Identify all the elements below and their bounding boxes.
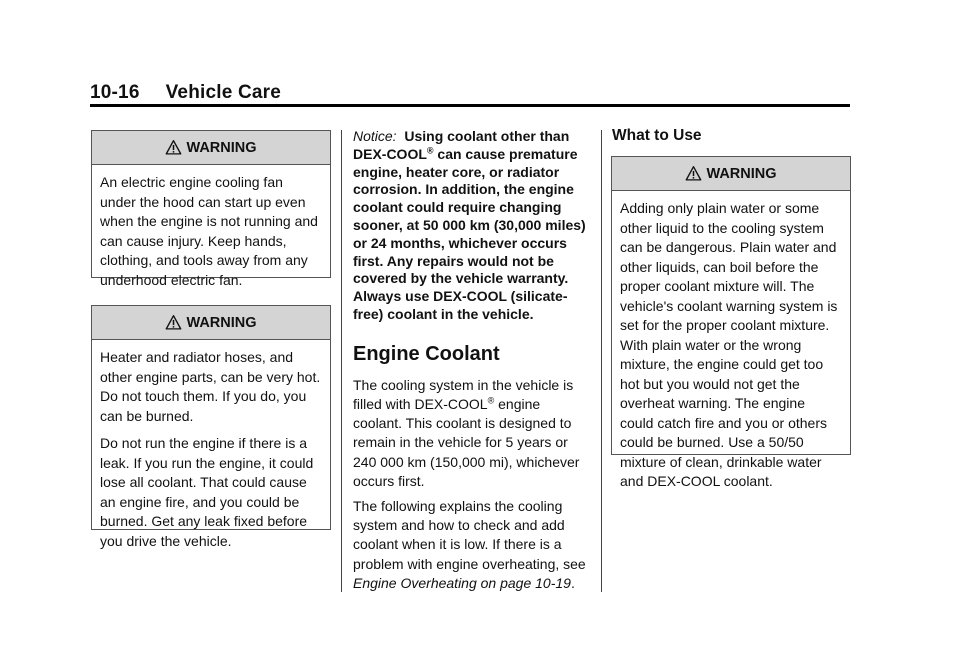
warning-paragraph-1: Heater and radiator hoses, and other engine parts, can be very hot. Do not touch them. If you do, you can be burned. — [100, 349, 321, 424]
section-title: Vehicle Care — [165, 82, 282, 103]
notice-label: Notice: — [353, 128, 397, 144]
engine-overheating-reference[interactable]: Engine Overheating on page 10-19 — [353, 574, 571, 591]
warning-header — [92, 131, 330, 165]
column-divider-2 — [601, 130, 602, 592]
warning-label: WARNING — [706, 165, 777, 182]
warning-box-cooling-fan — [91, 130, 331, 288]
warning-body — [612, 191, 850, 502]
column-divider-1 — [341, 130, 342, 592]
warning-text: An electric engine cooling fan under the hood can start up even when the engine is not running and can cause injury. Keep hands, clothing, and tools away from any underhood electric fan. — [100, 174, 318, 288]
warning-header — [92, 306, 330, 340]
warning-label: WARNING — [186, 314, 257, 331]
page-number: 10-16 — [90, 82, 140, 103]
engine-coolant-paragraph-2 — [353, 497, 593, 593]
coolant-p1-a: The cooling system in the vehicle is filled with DEX-COOL — [353, 376, 574, 412]
warning-box-coolant-mixture — [611, 156, 851, 489]
notice-paragraph — [353, 128, 593, 324]
coolant-p2-a: The following explains the cooling system and how to check and add coolant when it is low. If there is a problem with engine overheating, see — [353, 497, 586, 572]
middle-column — [353, 128, 593, 599]
warning-triangle-icon — [165, 139, 182, 156]
warning-header — [612, 157, 850, 191]
notice-text-b: can cause premature engine, heater core, or radiator corrosion. In addition, the engine coolant could require changing sooner, at 50 000 km (30,000 miles) or 24 months, whichever occurs first. Any repairs would not be covered by the vehicle warranty. Always use DEX-COOL (silicate-free) coolant in the vehicle. — [353, 145, 586, 322]
coolant-p1-b: engine coolant. This coolant is designed to remain in the vehicle for 5 years or 240 000 km (150,000 mi), whichever occurs first. — [353, 395, 580, 489]
warning-label: WARNING — [186, 139, 257, 156]
warning-triangle-icon — [165, 314, 182, 331]
warning-triangle-icon — [685, 165, 702, 182]
what-to-use-heading: What to Use — [612, 127, 702, 144]
coolant-p2-end: . — [570, 574, 575, 591]
header-rule — [90, 104, 850, 107]
warning-paragraph-2: Do not run the engine if there is a leak. If you run the engine, it could lose all coolant. That could cause an engine fire, and you could be burned. Get any leak fixed before you drive the vehicle. — [100, 435, 314, 549]
engine-coolant-heading: Engine Coolant — [353, 342, 500, 365]
engine-coolant-paragraph-1 — [353, 376, 593, 491]
warning-text: Adding only plain water or some other liquid to the cooling system can be dangerous. Plain water and other liquids, can boil before the proper coolant mixture will. The vehicle's coolant warning system is set for the proper coolant mixture. With plain water or the wrong mixture, the engine could get too hot but you would not get the overheat warning. The engine could catch fire and you or others could be burned. Use a 50/50 mixture of clean, drinkable water and DEX-COOL coolant. — [620, 200, 838, 489]
warning-body — [92, 340, 330, 561]
registered-mark: ® — [426, 145, 434, 156]
warning-box-hot-parts — [91, 305, 331, 549]
warning-body — [92, 165, 330, 300]
registered-mark: ® — [487, 395, 495, 406]
page-header — [90, 82, 850, 104]
notice-text-a: Using coolant other than DEX-COOL — [353, 128, 570, 162]
